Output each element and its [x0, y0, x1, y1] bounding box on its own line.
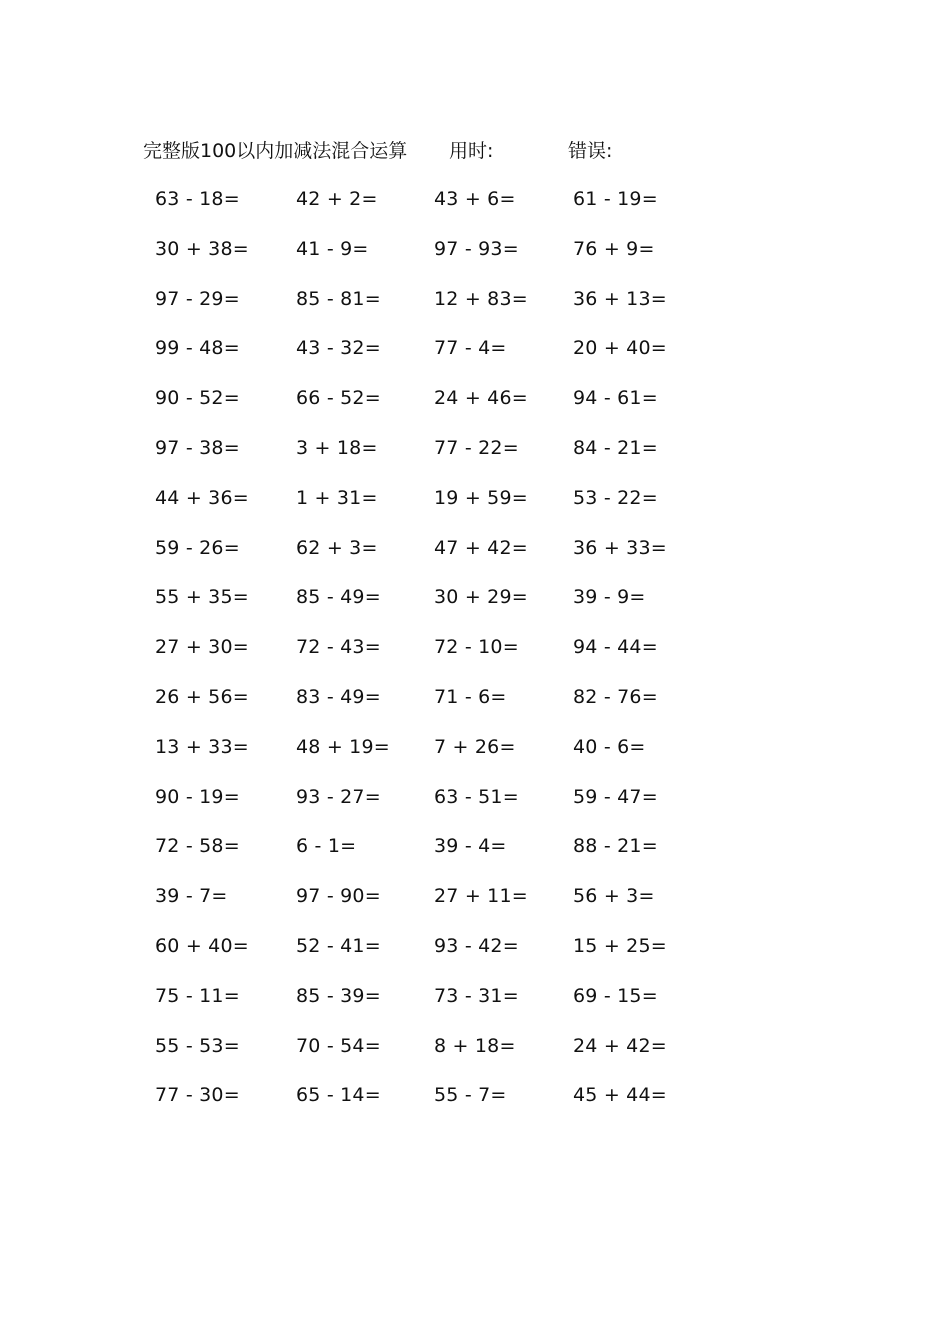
problem-item: 41 - 9=: [296, 237, 369, 260]
problem-item: 36 + 13=: [573, 287, 667, 310]
problem-item: 59 - 47=: [573, 785, 658, 808]
problem-item: 52 - 41=: [296, 935, 381, 957]
problem-item: 77 - 30=: [155, 1084, 240, 1107]
problem-item: 55 + 35=: [155, 586, 249, 609]
problem-row: [0, 433, 950, 463]
time-label: 用时:: [449, 140, 494, 162]
problem-item: 93 - 42=: [434, 935, 519, 957]
problem-item: 97 - 90=: [296, 885, 381, 908]
problem-item: 85 - 81=: [296, 287, 381, 310]
problem-row: [0, 931, 950, 961]
problem-item: 8 + 18=: [434, 1034, 516, 1057]
problem-item: 6 - 1=: [296, 835, 357, 858]
problem-item: 7 + 26=: [434, 735, 516, 758]
problem-item: 3 + 18=: [296, 437, 378, 459]
problem-item: 53 - 22=: [573, 486, 658, 509]
problem-row: [0, 533, 950, 563]
problem-item: 72 - 43=: [296, 636, 381, 659]
problem-row: [0, 632, 950, 662]
problem-row: [0, 383, 950, 413]
problem-row: [0, 582, 950, 612]
problem-item: 85 - 39=: [296, 984, 381, 1007]
problem-item: 39 - 4=: [434, 835, 507, 858]
problem-item: 77 - 22=: [434, 437, 519, 459]
problem-row: [0, 1031, 950, 1061]
problem-item: 82 - 76=: [573, 686, 658, 708]
problem-item: 44 + 36=: [155, 486, 249, 509]
problem-item: 72 - 10=: [434, 636, 519, 659]
problem-item: 27 + 11=: [434, 885, 528, 908]
problem-item: 65 - 14=: [296, 1084, 381, 1107]
problem-item: 72 - 58=: [155, 835, 240, 858]
problem-item: 66 - 52=: [296, 387, 381, 410]
problem-row: [0, 682, 950, 712]
problem-item: 63 - 18=: [155, 188, 240, 210]
worksheet-title: 完整版100以内加减法混合运算: [143, 140, 408, 162]
problem-item: 97 - 93=: [434, 237, 519, 260]
problem-item: 70 - 54=: [296, 1034, 381, 1057]
problem-item: 61 - 19=: [573, 188, 658, 210]
problem-item: 85 - 49=: [296, 586, 381, 609]
problem-row: [0, 831, 950, 861]
problem-item: 20 + 40=: [573, 337, 667, 360]
problem-item: 88 - 21=: [573, 835, 658, 858]
problem-item: 90 - 52=: [155, 387, 240, 410]
problem-item: 45 + 44=: [573, 1084, 667, 1107]
problem-item: 63 - 51=: [434, 785, 519, 808]
problem-item: 42 + 2=: [296, 188, 378, 210]
problem-item: 40 - 6=: [573, 735, 646, 758]
problem-item: 39 - 9=: [573, 586, 646, 609]
problem-item: 94 - 44=: [573, 636, 658, 659]
problem-item: 90 - 19=: [155, 785, 240, 808]
problem-row: [0, 782, 950, 812]
problem-item: 43 + 6=: [434, 188, 516, 210]
problem-item: 83 - 49=: [296, 686, 381, 708]
problem-item: 36 + 33=: [573, 536, 667, 559]
problem-row: [0, 981, 950, 1011]
problem-item: 97 - 38=: [155, 437, 240, 459]
problem-item: 69 - 15=: [573, 984, 658, 1007]
problem-item: 24 + 46=: [434, 387, 528, 410]
problem-item: 73 - 31=: [434, 984, 519, 1007]
problem-item: 97 - 29=: [155, 287, 240, 310]
problem-item: 48 + 19=: [296, 735, 390, 758]
problem-row: [0, 184, 950, 214]
problem-item: 1 + 31=: [296, 486, 378, 509]
problem-row: [0, 1080, 950, 1110]
problem-item: 30 + 29=: [434, 586, 528, 609]
problem-item: 30 + 38=: [155, 237, 249, 260]
problem-item: 55 - 7=: [434, 1084, 507, 1107]
problem-item: 27 + 30=: [155, 636, 249, 659]
problem-item: 59 - 26=: [155, 536, 240, 559]
problem-row: [0, 284, 950, 314]
problem-item: 56 + 3=: [573, 885, 655, 908]
problem-row: [0, 234, 950, 264]
problem-item: 39 - 7=: [155, 885, 228, 908]
problem-item: 77 - 4=: [434, 337, 507, 360]
problem-item: 43 - 32=: [296, 337, 381, 360]
problem-item: 19 + 59=: [434, 486, 528, 509]
problem-item: 47 + 42=: [434, 536, 528, 559]
problem-item: 75 - 11=: [155, 984, 240, 1007]
problem-row: [0, 881, 950, 911]
problem-item: 76 + 9=: [573, 237, 655, 260]
problem-item: 15 + 25=: [573, 935, 667, 957]
problem-item: 12 + 83=: [434, 287, 528, 310]
problem-item: 94 - 61=: [573, 387, 658, 410]
problem-row: [0, 732, 950, 762]
problem-row: [0, 333, 950, 363]
problem-item: 26 + 56=: [155, 686, 249, 708]
problem-item: 84 - 21=: [573, 437, 658, 459]
problem-item: 62 + 3=: [296, 536, 378, 559]
problem-item: 24 + 42=: [573, 1034, 667, 1057]
problem-item: 60 + 40=: [155, 935, 249, 957]
problem-item: 99 - 48=: [155, 337, 240, 360]
problem-row: [0, 483, 950, 513]
problem-item: 13 + 33=: [155, 735, 249, 758]
problem-item: 71 - 6=: [434, 686, 507, 708]
errors-label: 错误:: [568, 140, 613, 162]
problem-item: 93 - 27=: [296, 785, 381, 808]
problem-item: 55 - 53=: [155, 1034, 240, 1057]
